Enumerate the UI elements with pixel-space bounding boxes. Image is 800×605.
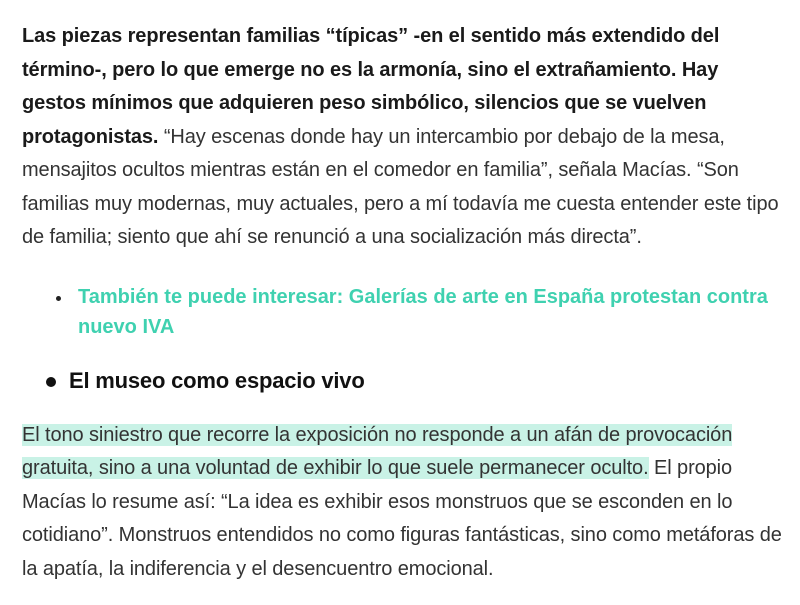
paragraph-lead-bold: Las piezas representan familias “típicas” -en el sentido más extendido del término-, pero lo que emerge no es la armonía, sino el extrañamiento. Hay gestos mínimos que adquieren peso simbólico, silencios que se vuelven protagonistas. bbox=[22, 25, 720, 148]
paragraph-quote: El propio Macías lo resume así: “La idea es exhibir esos monstruos que se esconden en lo cotidiano”. Monstruos entendidos no como figuras fantásticas, sino como metáforas de la apatía, la indiferencia y el desencuentro emocional. bbox=[22, 457, 782, 580]
related-article-link[interactable]: También te puede interesar: Galerías de arte en España protestan contra nuevo IVA bbox=[78, 285, 768, 338]
paragraph-quote: “Hay escenas donde hay un intercambio por debajo de la mesa, mensajitos ocultos mientras están en el comedor en familia”, señala Macías. “Son familias muy modernas, muy actuales, pero a mí todavía me cuesta entender este tipo de familia; siento que ahí se renunció a una socialización más directa”. bbox=[22, 125, 779, 248]
section-heading: El museo como espacio vivo bbox=[69, 367, 365, 393]
article-body bbox=[22, 20, 784, 586]
bullet-icon bbox=[56, 296, 61, 301]
highlighted-text[interactable]: El tono siniestro que recorre la exposición no responde a un afán de provocación gratuita, sino a una voluntad de exhibir lo que suele permanecer oculto. bbox=[22, 423, 733, 479]
related-list bbox=[22, 282, 784, 342]
paragraph-sinister-tone bbox=[22, 419, 784, 587]
section-list bbox=[22, 365, 784, 397]
related-item bbox=[22, 282, 784, 342]
paragraph-families bbox=[22, 20, 784, 255]
bullet-icon bbox=[46, 377, 56, 387]
section-heading-item bbox=[22, 365, 784, 397]
